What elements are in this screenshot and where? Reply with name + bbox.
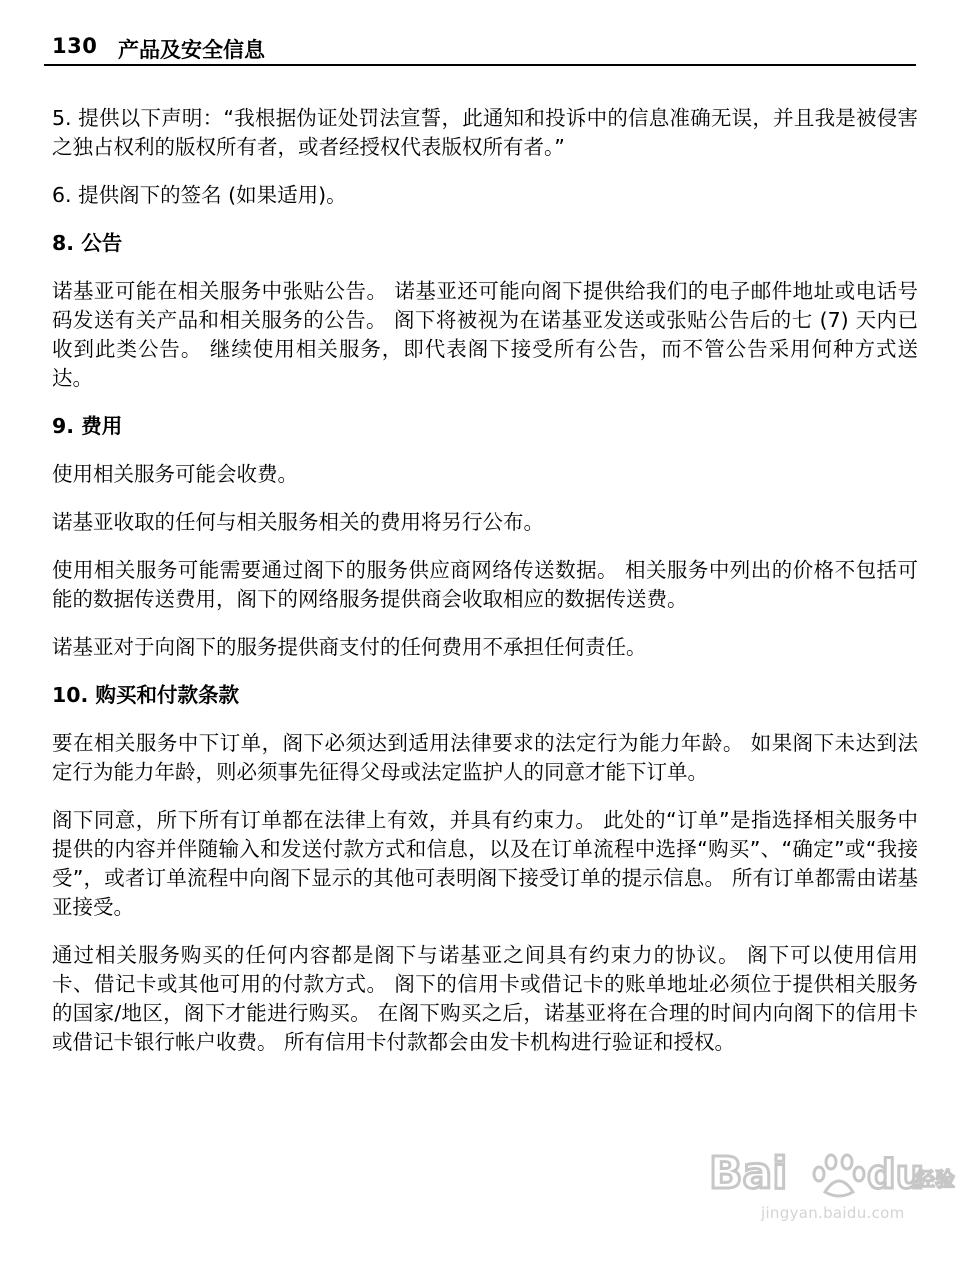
paragraph-fees-1: 使用相关服务可能会收费。 [52,462,298,486]
document-body [52,104,918,1076]
section-heading-purchase: 10. 购买和付款条款 [52,683,239,707]
paragraph-signature: 6. 提供阁下的签名 (如果适用)。 [52,183,347,207]
baidu-jingyan-watermark [707,1140,957,1226]
svg-text:Bai: Bai [709,1148,788,1199]
paragraph-fees-4: 诺基亚对于向阁下的服务提供商支付的任何费用不承担任何责任。 [52,635,647,659]
paragraph-fees-2: 诺基亚收取的任何与相关服务相关的费用将另行公布。 [52,510,544,534]
svg-text:经验: 经验 [915,1167,955,1191]
svg-text:du: du [867,1152,925,1198]
section-heading-notices: 8. 公告 [52,231,123,255]
baidu-logo-icon [707,1140,957,1204]
header-title: 产品及安全信息 [118,38,265,62]
paragraph-purchase-1: 要在相关服务中下订单，阁下必须达到适用法律要求的法定行为能力年龄。 如果阁下未达到法定行为能力年龄，则必须事先征得父母或法定监护人的同意才能下订单。 [52,731,918,784]
paragraph-declaration: 5. 提供以下声明：“我根据伪证处罚法宣誓，此通知和投诉中的信息准确无误，并且我是被侵害之独占权利的版权所有者，或者经授权代表版权所有者。” [52,106,918,159]
paragraph-purchase-3: 通过相关服务购买的任何内容都是阁下与诺基亚之间具有约束力的协议。 阁下可以使用信用卡、借记卡或其他可用的付款方式。 阁下的信用卡或借记卡的账单地址必须位于提供相关服务的国家/地区，阁下才能进行购买。 在阁下购买之后，诺基亚将在合理的时间内向阁下的信用卡或借记卡银行帐户收费。 所有信用卡付款都会由发卡机构进行验证和授权。 [52,943,918,1054]
paragraph-purchase-2: 阁下同意，所下所有订单都在法律上有效，并具有约束力。 此处的“订单”是指选择相关服务中提供的内容并伴随输入和发送付款方式和信息，以及在订单流程中选择“购买”、“确定”或“我接受”，或者订单流程中向阁下显示的其他可表明阁下接受订单的提示信息。 所有订单都需由诺基亚接受。 [52,808,918,919]
section-heading-fees: 9. 费用 [52,414,123,438]
paragraph-notices: 诺基亚可能在相关服务中张贴公告。 诺基亚还可能向阁下提供给我们的电子邮件地址或电话号码发送有关产品和相关服务的公告。 阁下将被视为在诺基亚发送或张贴公告后的七 (7) 天内已收到此类公告。 继续使用相关服务，即代表阁下接受所有公告，而不管公告采用何种方式送达。 [52,279,918,390]
page-header [44,32,916,66]
page-number: 130 [52,34,98,58]
watermark-url: jingyan.baidu.com [761,1204,905,1222]
paragraph-fees-3: 使用相关服务可能需要通过阁下的服务供应商网络传送数据。 相关服务中列出的价格不包括可能的数据传送费用，阁下的网络服务提供商会收取相应的数据传送费。 [52,558,918,611]
